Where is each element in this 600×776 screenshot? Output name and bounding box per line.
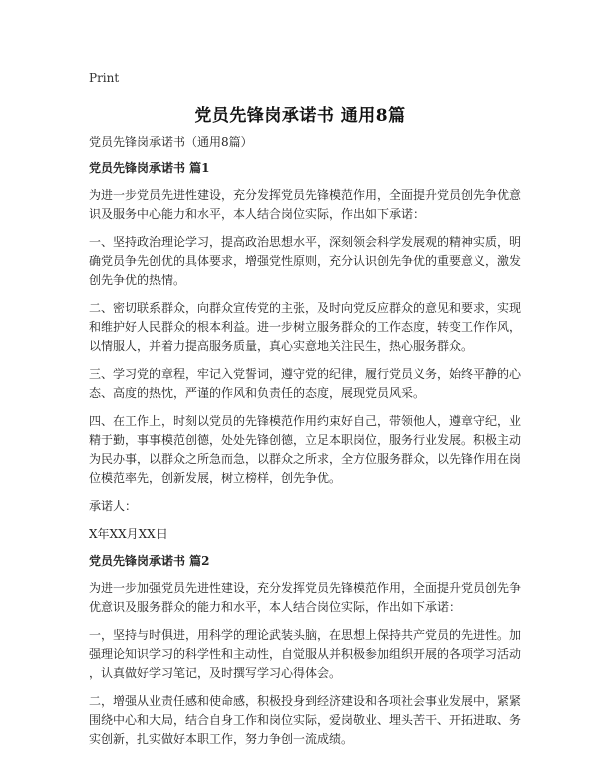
section-heading: 党员先锋岗承诺书 篇1 xyxy=(89,161,210,175)
text-line: 一，坚持与时俱进，用科学的理论武装头脑，在思想上保持共产党员的先进性。加 xyxy=(89,628,522,642)
document-subtitle: 党员先锋岗承诺书（通用8篇） xyxy=(89,135,253,149)
document-body xyxy=(89,134,522,758)
text-line: 四、在工作上，时刻以党员的先锋模范作用约束好自己，带领他人，遵章守纪，业 xyxy=(89,414,522,428)
text-line: 精于勤，事事模范创德，处处先锋创德，立足本职岗位，服务行业发展。积极主动 xyxy=(89,433,522,447)
text-line: 强理论知识学习的科学性和主动性，自觉服从并积极参加组织开展的各项学习活动 xyxy=(89,647,522,661)
paragraph xyxy=(89,299,522,356)
text-line: 一、坚持政治理论学习，提高政治思想水平，深刻领会科学发展观的精神实质，明 xyxy=(89,235,522,249)
text-line: 创先争优的热情。 xyxy=(89,273,186,287)
text-line: 三、学习党的章程，牢记入党誓词，遵守党的纪律，履行党员义务，始终平静的心 xyxy=(89,367,522,381)
text-line: 识及服务中心能力和水平，本人结合岗位实际，作出如下承诺： xyxy=(89,207,426,221)
paragraph xyxy=(89,233,522,290)
text-line: 态、高度的热忱，严谨的作风和负责任的态度，展现党员风采。 xyxy=(89,386,426,400)
text-line: 实创新，扎实做好本职工作，努力争创一流成绩。 xyxy=(89,732,354,746)
paragraph xyxy=(89,412,522,488)
text-line: 为民办事，以群众之所急而急，以群众之所求，全方位服务群众，以先锋作用在岗 xyxy=(89,452,522,466)
text-line: 以情服人，并着力提高服务质量，真心实意地关注民生，热心服务群众。 xyxy=(89,339,474,353)
document-title: 党员先锋岗承诺书 通用8篇 xyxy=(194,106,406,126)
paragraph xyxy=(89,365,522,403)
paragraph xyxy=(89,692,522,749)
date-line: X年XX月XX日 xyxy=(89,527,168,541)
text-line: 围绕中心和大局，结合自身工作和岗位实际，爱岗敬业、埋头苦干、开拓进取、务 xyxy=(89,713,522,727)
text-line: 位模范率先，创新发展，树立榜样，创先争优。 xyxy=(89,471,342,485)
promiser-label: 承诺人： xyxy=(89,499,138,513)
section-heading: 党员先锋岗承诺书 篇2 xyxy=(89,554,210,568)
text-line: 和维护好人民群众的根本利益。进一步树立服务群众的工作态度，转变工作作风， xyxy=(89,320,522,334)
text-line: 二，增强从业责任感和使命感，积极投身到经济建设和各项社会事业发展中，紧紧 xyxy=(89,694,522,708)
text-line: 二、密切联系群众，向群众宣传党的主张，及时向党反应群众的意见和要求，实现 xyxy=(89,301,522,315)
text-line: ，认真做好学习笔记，及时撰写学习心得体会。 xyxy=(89,666,342,680)
text-line: 确党员争先创优的具体要求，增强党性原则，充分认识创先争优的重要意义，激发 xyxy=(89,254,522,268)
paragraph xyxy=(89,579,522,617)
text-line: 为进一步加强党员先进性建设，充分发挥党员先锋模范作用，全面提升党员创先争 xyxy=(89,581,522,595)
paragraph xyxy=(89,626,522,683)
print-label: Print xyxy=(89,71,120,85)
text-line: 优意识及服务群众的能力和水平，本人结合岗位实际，作出如下承诺： xyxy=(89,600,462,614)
paragraph xyxy=(89,186,522,224)
text-line: 为进一步党员先进性建设，充分发挥党员先锋模范作用，全面提升党员创先争优意 xyxy=(89,188,522,202)
